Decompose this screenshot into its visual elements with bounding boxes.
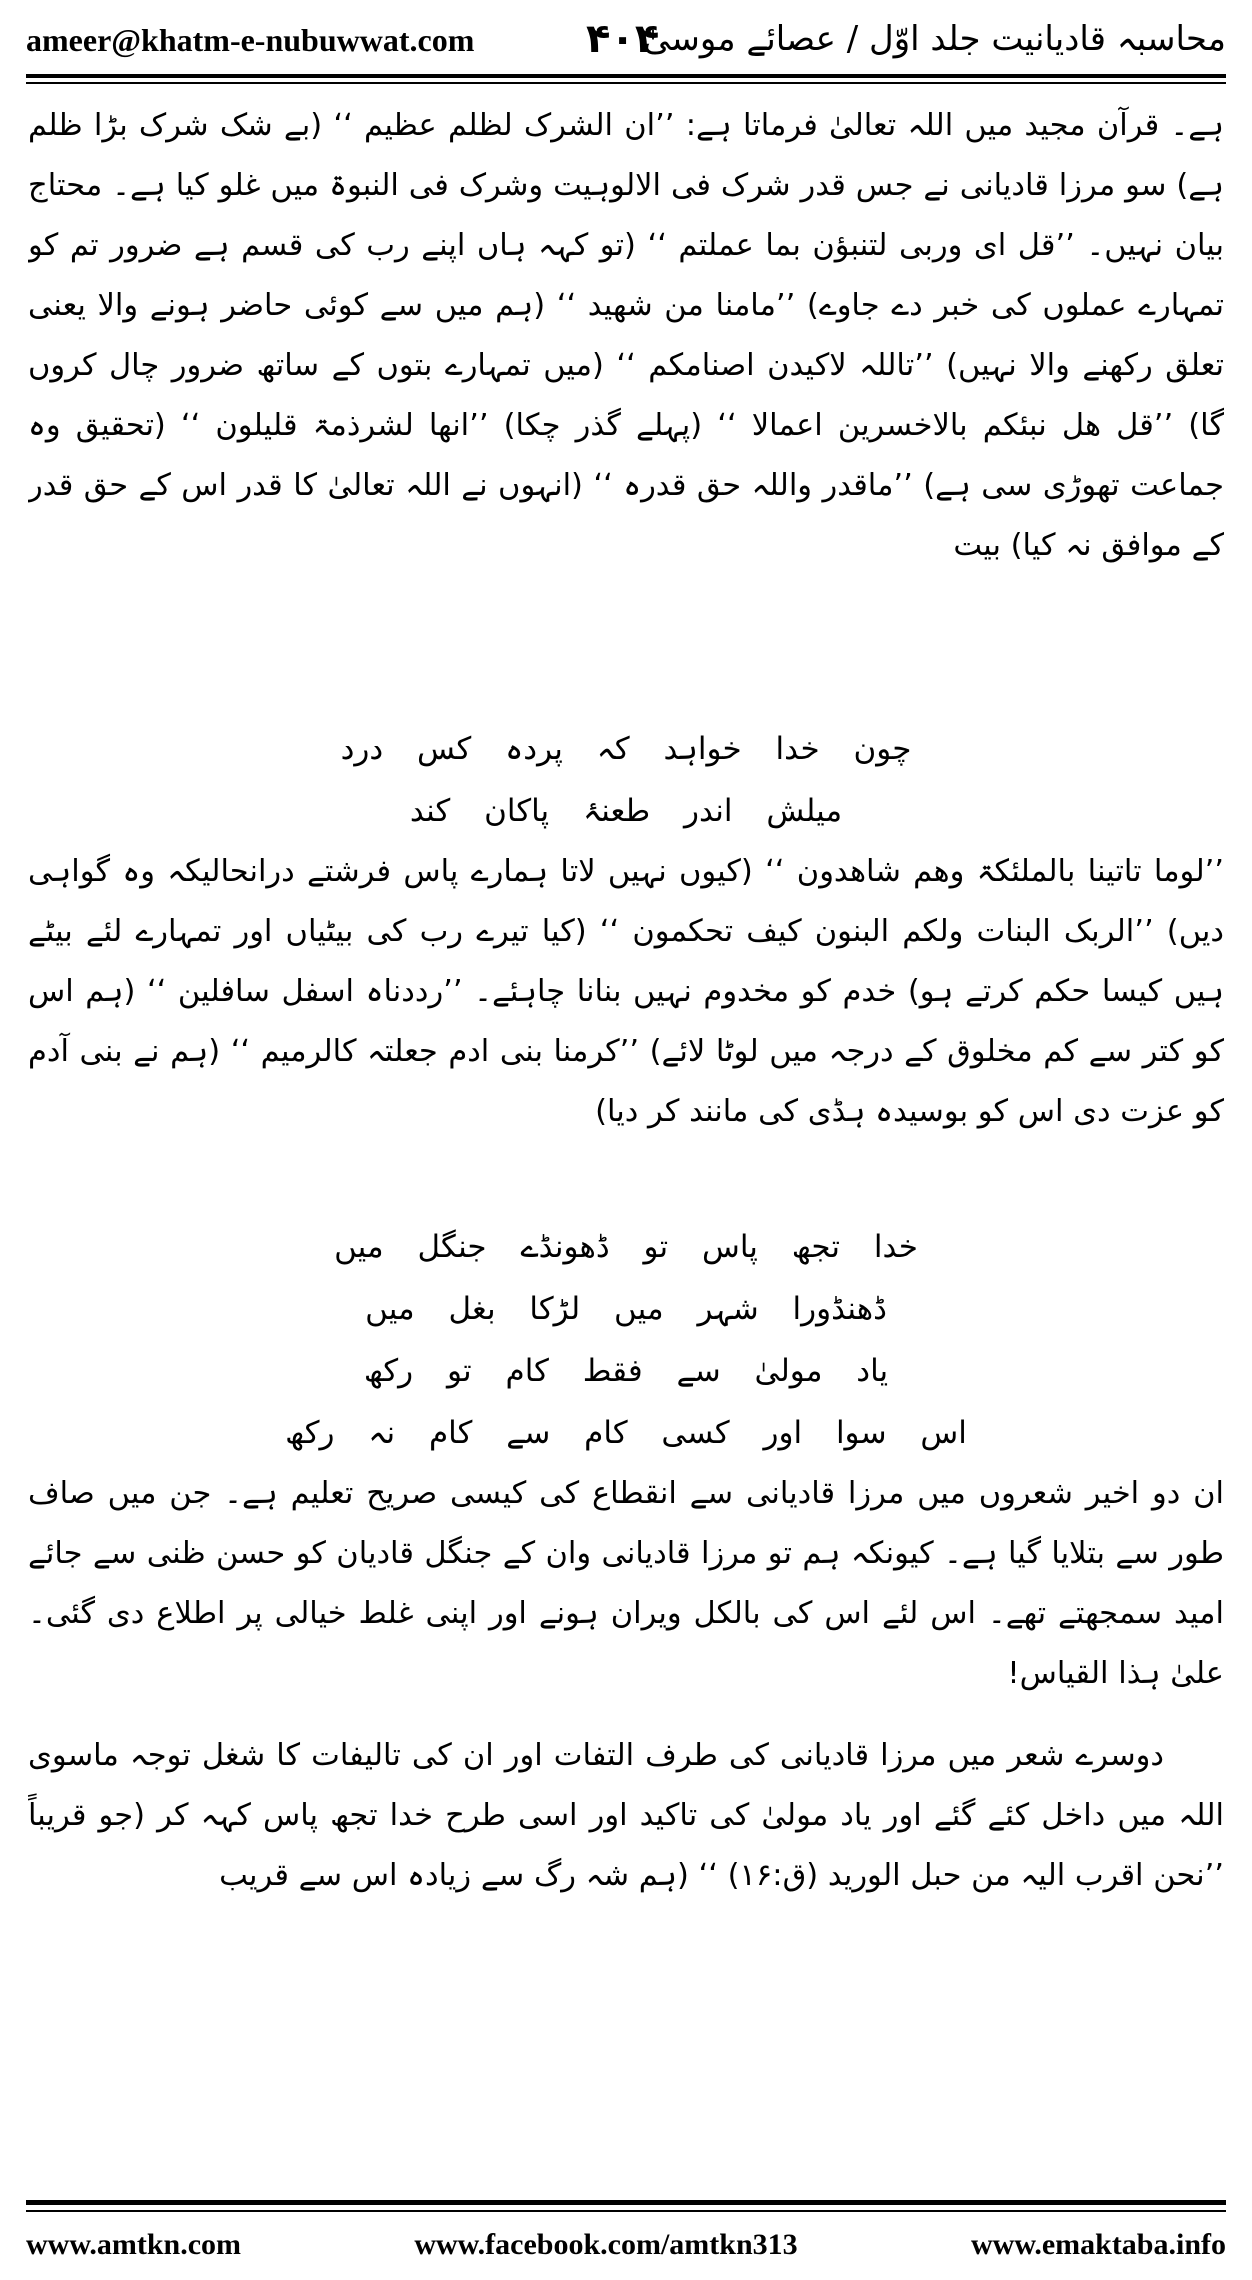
- page-footer: [26, 2222, 1226, 2268]
- verse-line: اس سوا اور کسی کام سے کام نہ رکھ: [285, 1415, 967, 1451]
- book-title: محاسبہ قادیانیت جلد اوّل / عصائے موسیٰ: [643, 19, 1226, 59]
- verse-line: خدا تجھ پاس تو ڈھونڈے جنگل میں: [334, 1229, 918, 1265]
- footer-rule-thick: [26, 2200, 1226, 2205]
- paragraph-4: دوسرے شعر میں مرزا قادیانی کی طرف التفات اور ان کی تالیفات کا شغل توجہ ماسوی اللہ میں داخل کئے گئے اور یاد مولیٰ کی تاکید اور اسی طرح خدا تجھ پاس کہہ کر (جو قریباً ’’نحن اقرب الیہ من حبل الورید (ق:۱۶) ‘‘ (ہم شہ رگ سے زیادہ اس سے قریب: [28, 1738, 1224, 1893]
- verse-line: یاد مولیٰ سے فقط کام تو رکھ: [363, 1353, 889, 1389]
- page-number: ۴۰۴: [586, 16, 660, 62]
- footer-link-emaktaba[interactable]: www.emaktaba.info: [970, 2228, 1226, 2261]
- verse-line: میلش اندر طعنۂ پاکان کند: [409, 793, 843, 829]
- header-rule-thin: [26, 82, 1226, 84]
- page-body: [28, 96, 1224, 2190]
- footer-link-facebook[interactable]: www.facebook.com/amtkn313: [414, 2228, 798, 2261]
- paragraph-1: ہے۔ قرآن مجید میں اللہ تعالیٰ فرماتا ہے: ’’ان الشرک لظلم عظیم ‘‘ (بے شک شرک بڑا ظلم ہے) سو مرزا قادیانی نے جس قدر شرک فی الالوہیت وشرک فی النبوۃ میں غلو کیا ہے۔ محتاج بیان نہیں۔ ’’قل ای وربی لتنبؤن بما عملتم ‘‘ (تو کہہ ہاں اپنے رب کی قسم ہے ضرور تم کو تمہارے عملوں کی خبر دے جاوے) ’’مامنا من شھید ‘‘ (ہم میں سے کوئی حاضر ہونے والا یعنی تعلق رکھنے والا نہیں) ’’تاللہ لاکیدن اصنامکم ‘‘ (میں تمہارے بتوں کے ساتھ ضرور چال کروں گا) ’’قل ھل نبئکم بالاخسرین اعمالا ‘‘ (پہلے گذر چکا) ’’انھا لشرذمۃ قلیلون ‘‘ (تحقیق وہ جماعت تھوڑی سی ہے) ’’ماقدر واللہ حق قدرہ ‘‘ (انہوں نے اللہ تعالیٰ کا قدر اس کے حق قدر کے موافق نہ کیا) بیت: [28, 108, 1224, 563]
- verse-block-2: [28, 1216, 1224, 1464]
- page-header: [26, 14, 1226, 72]
- footer-rule-thin: [26, 2210, 1226, 2212]
- paragraph-3: ان دو اخیر شعروں میں مرزا قادیانی سے انقطاع کی کیسی صریح تعلیم ہے۔ جن میں صاف طور سے بتلایا گیا ہے۔ کیونکہ ہم تو مرزا قادیانی وان کے جنگل قادیان کو حسن ظنی سے جائے امید سمجھتے تھے۔ اس لئے اس کی بالکل ویران ہونے اور اپنی غلط خیالی پر اطلاع دی گئی۔ علیٰ ہذا القیاس!: [28, 1476, 1224, 1691]
- paragraph-2: ’’لوما تاتینا بالملئکۃ وھم شاھدون ‘‘ (کیوں نہیں لاتا ہمارے پاس فرشتے درانحالیکہ وہ گواہی دیں) ’’الربک البنات ولکم البنون کیف تحکمون ‘‘ (کیا تیرے رب کی بیٹیاں اور تمہارے لئے بیٹے ہیں کیسا حکم کرتے ہو) خدم کو مخدوم نہیں بنانا چاہئے۔ ’’رددناہ اسفل سافلین ‘‘ (ہم اس کو کتر سے کم مخلوق کے درجہ میں لوٹا لائے) ’’کرمنا بنی ادم جعلتہ کالرمیم ‘‘ (ہم نے بنی آدم کو عزت دی اس کو بوسیدہ ہڈی کی مانند کر دیا): [28, 854, 1224, 1129]
- verse-line: چون خدا خواہد کہ پردہ کس درد: [340, 731, 912, 767]
- header-email: ameer@khatm-e-nubuwwat.com: [26, 22, 475, 58]
- footer-link-amtkn[interactable]: www.amtkn.com: [26, 2228, 241, 2261]
- verse-line: ڈھنڈورا شہر میں لڑکا بغل میں: [365, 1291, 887, 1327]
- verse-block-1: [28, 718, 1224, 842]
- header-rule-thick: [26, 74, 1226, 78]
